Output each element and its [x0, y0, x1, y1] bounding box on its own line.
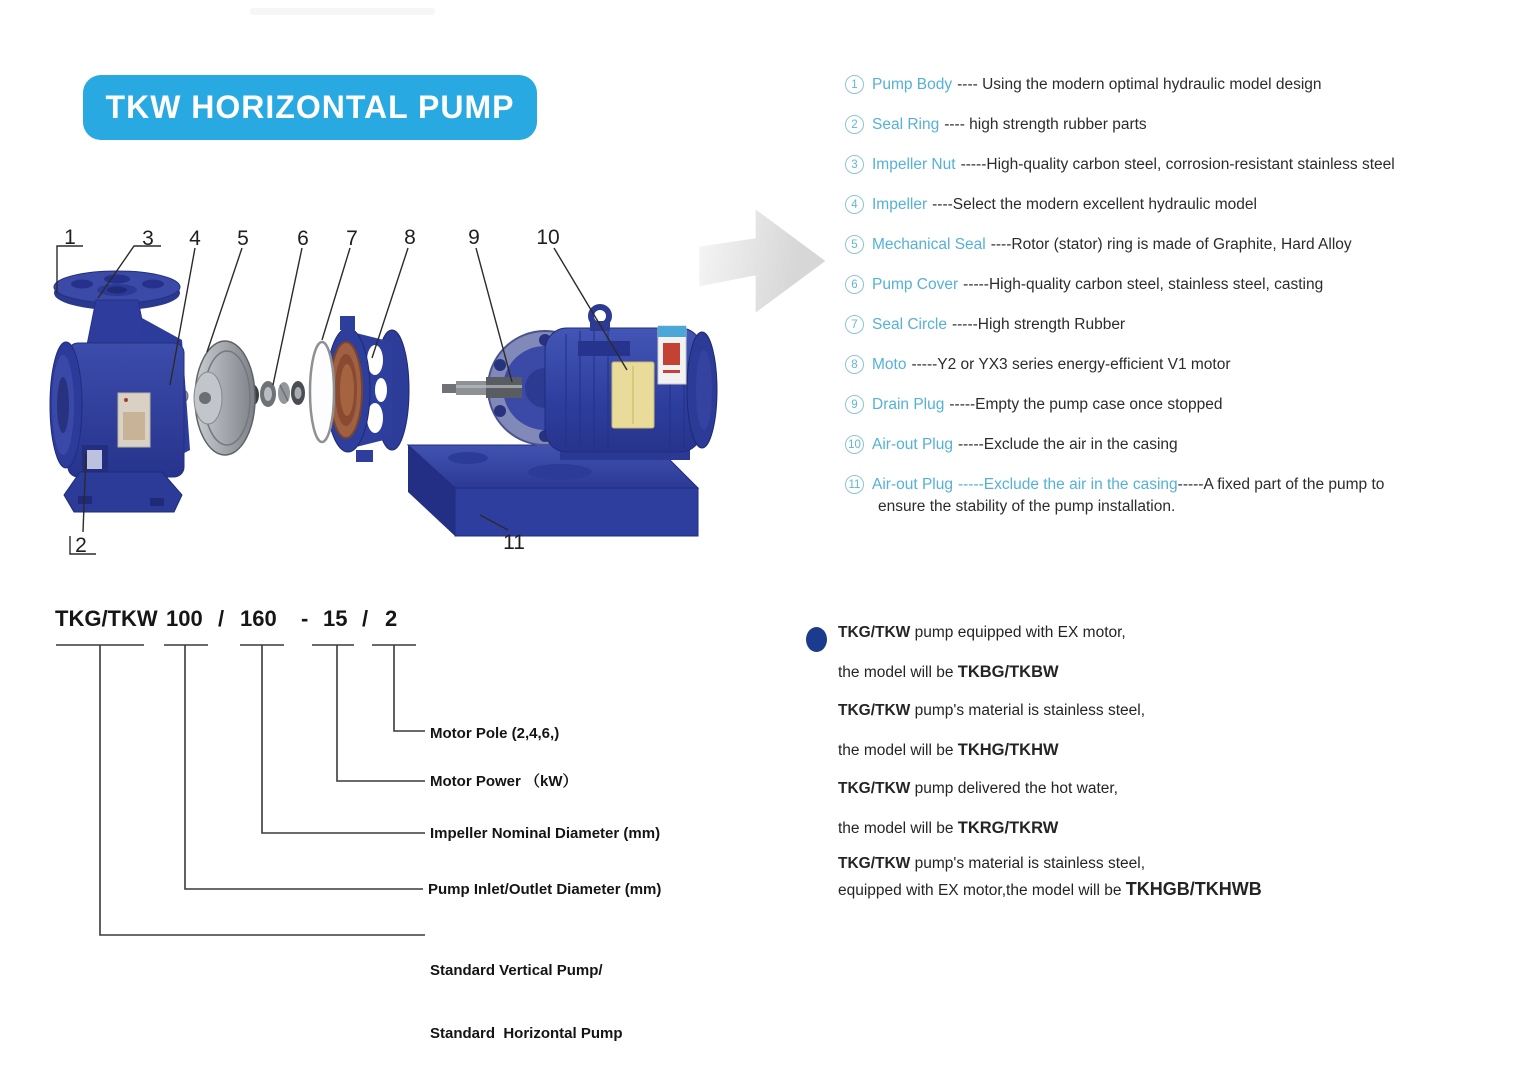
model-code-sep: / [362, 606, 369, 631]
note-line: equipped with EX motor,the model will be TKHGB/TKHWB [838, 879, 1262, 899]
callout-number: 1 [64, 226, 76, 249]
callout-number: 7 [346, 227, 358, 250]
pump-body [50, 271, 190, 512]
callout-number: 4 [189, 227, 201, 250]
part-number-badge: 7 [845, 315, 864, 334]
parts-list-item: 10 Air-out Plug -----Exclude the air in the casing [845, 434, 1500, 456]
model-code-sep: - [301, 606, 309, 631]
callout-number: 2 [75, 534, 87, 557]
bullet-dot [806, 627, 827, 652]
page-title: TKW HORIZONTAL PUMP [105, 89, 515, 125]
parts-list-item: 11 Air-out Plug -----Exclude the air in the casing-----A fixed part of the pump to ensure the stability of the pump installation. [845, 474, 1500, 518]
label-pump-type: Standard Vertical Pump/ Standard Horizontal Pump [430, 962, 623, 1042]
model-code-sep: / [218, 606, 225, 631]
note-line: the model will be TKHG/TKHW [838, 741, 1059, 759]
note-line: the model will be TKBG/TKBW [838, 663, 1059, 681]
parts-list-item: 7 Seal Circle -----High strength Rubber [845, 314, 1500, 336]
part-number-badge: 11 [845, 475, 864, 494]
part-number-badge: 6 [845, 275, 864, 294]
note-line: the model will be TKRG/TKRW [838, 819, 1059, 837]
label-inlet-outlet-diameter: Pump Inlet/Outlet Diameter (mm) [428, 881, 662, 898]
part-number-badge: 9 [845, 395, 864, 414]
model-code-pole: 2 [385, 606, 398, 631]
model-code-power: 15 [323, 606, 348, 631]
callout-number: 10 [536, 226, 560, 249]
part-number-badge: 3 [845, 155, 864, 174]
callout-number: 11 [503, 531, 525, 554]
pump-cover [326, 316, 409, 462]
parts-list-item: 5 Mechanical Seal ----Rotor (stator) ring is made of Graphite, Hard Alloy [845, 234, 1500, 256]
parts-list-item: 6 Pump Cover -----High-quality carbon steel, stainless steel, casting [845, 274, 1500, 296]
note-line: TKG/TKW pump equipped with EX motor, [838, 624, 1126, 641]
title-banner [83, 75, 537, 140]
callout-number: 8 [404, 226, 416, 249]
model-code-series: TKG/TKW [55, 606, 158, 631]
label-motor-pole: Motor Pole (2,4,6,) [430, 725, 560, 742]
label-impeller-diameter: Impeller Nominal Diameter (mm) [430, 825, 661, 842]
label-motor-power: Motor Power （kW） [430, 773, 578, 790]
note-line: TKG/TKW pump's material is stainless steel, [838, 702, 1146, 719]
part-number-badge: 10 [845, 435, 864, 454]
parts-list-item: 9 Drain Plug -----Empty the pump case once stopped [845, 394, 1500, 416]
motor [442, 307, 717, 460]
part-number-badge: 1 [845, 75, 864, 94]
parts-list-item: 3 Impeller Nut -----High-quality carbon steel, corrosion-resistant stainless steel [845, 154, 1500, 176]
model-code-inlet: 100 [166, 606, 203, 631]
gasket-ring [310, 342, 334, 442]
callout-number: 3 [142, 227, 154, 250]
lifting-eye [590, 307, 610, 331]
parts-list-item: 4 Impeller ----Select the modern excellent hydraulic model [845, 194, 1500, 216]
parts-list-item: 2 Seal Ring ---- high strength rubber parts [845, 114, 1500, 136]
model-code-impeller: 160 [240, 606, 277, 631]
note-line: TKG/TKW pump delivered the hot water, [838, 780, 1118, 797]
callout-number: 9 [468, 226, 480, 249]
note-line: TKG/TKW pump's material is stainless steel, [838, 855, 1146, 872]
callout-number: 6 [297, 227, 309, 250]
part-number-badge: 5 [845, 235, 864, 254]
part-number-badge: 4 [845, 195, 864, 214]
motor-label [658, 326, 686, 384]
model-code-connectors [40, 600, 440, 990]
part-number-badge: 8 [845, 355, 864, 374]
part-number-badge: 2 [845, 115, 864, 134]
callout-number: 5 [237, 227, 249, 250]
parts-list-item: 1 Pump Body ---- Using the modern optimal hydraulic model design [845, 74, 1500, 96]
motor-shaft [442, 377, 522, 398]
scan-artifact-strip [250, 8, 435, 15]
parts-list-item: 8 Moto -----Y2 or YX3 series energy-efficient V1 motor [845, 354, 1500, 376]
parts-legend [845, 74, 1500, 536]
pump-exploded-diagram [30, 200, 840, 580]
